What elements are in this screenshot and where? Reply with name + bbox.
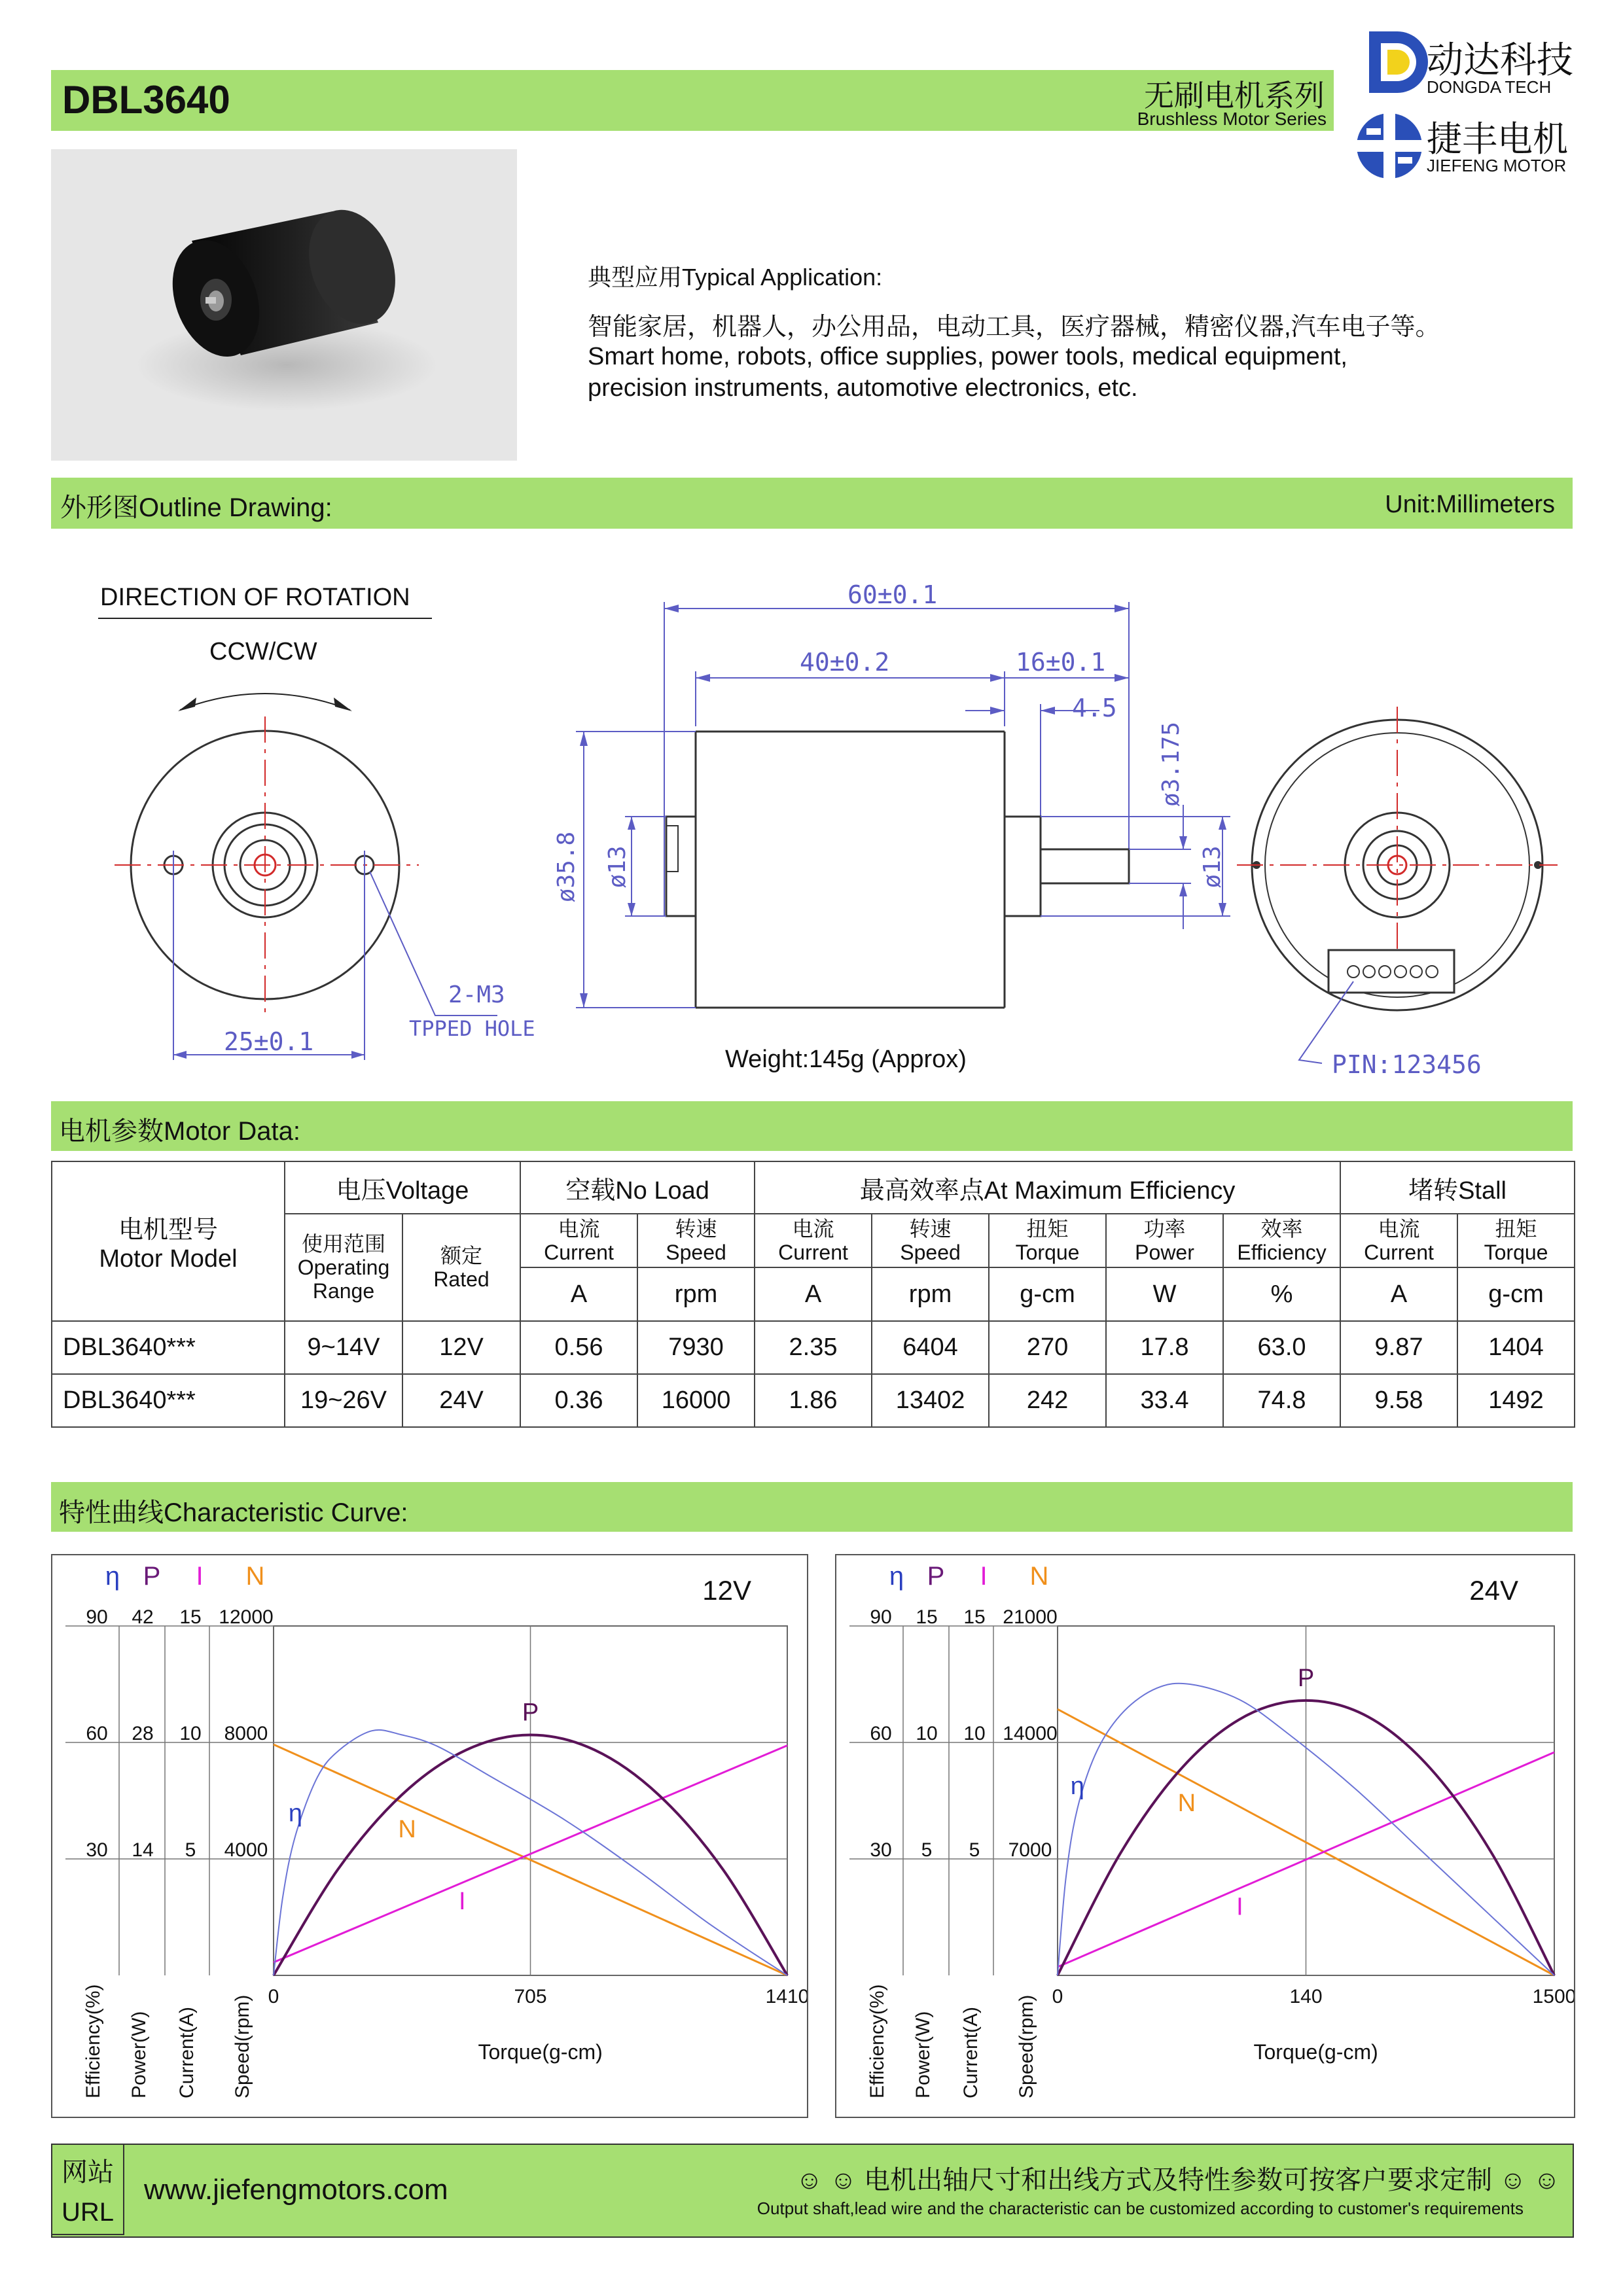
jiefeng-logo-icon xyxy=(1353,110,1425,182)
footer-label-en: URL xyxy=(61,2198,115,2227)
header-model: 电机型号 Motor Model xyxy=(52,1161,285,1321)
axis-tick-label: 42 xyxy=(132,1606,154,1628)
logo2-cn: 捷丰电机 xyxy=(1427,120,1568,159)
dim-shaft-dia: ø3.175 xyxy=(1158,721,1185,807)
sub-header: 转速 Speed xyxy=(872,1214,989,1267)
axis-name: Efficiency(%) xyxy=(866,1984,888,2098)
dim-boss-right: ø13 xyxy=(1199,845,1226,889)
axis-letter: I xyxy=(196,1562,204,1591)
header-rated: 额定 Rated xyxy=(402,1214,520,1321)
logo1-cn: 动达科技 xyxy=(1427,39,1573,80)
axis-tick-label: 8000 xyxy=(224,1723,268,1744)
header-voltage: 电压Voltage xyxy=(285,1161,520,1214)
motor-data-table xyxy=(51,1161,1575,1428)
axis-tick-label: 15 xyxy=(179,1606,202,1628)
pin-label: PIN:123456 xyxy=(1332,1050,1482,1079)
chart-voltage-title: 24V xyxy=(1469,1575,1518,1606)
sub-header: 功率 Power xyxy=(1106,1214,1223,1267)
axis-letter: N xyxy=(245,1562,265,1591)
x-tick-label: 0 xyxy=(268,1986,279,2007)
application-title: 典型应用Typical Application: xyxy=(588,264,883,291)
unit-cell: A xyxy=(755,1267,872,1321)
axis-tick-label: 90 xyxy=(86,1606,108,1628)
series-cn: 无刷电机系列 xyxy=(1144,79,1325,113)
axis-letter: η xyxy=(889,1562,904,1591)
motor-data-title: 电机参数Motor Data: xyxy=(59,1117,300,1146)
axis-name: Speed(rpm) xyxy=(1016,1994,1037,2098)
series-i-label: I xyxy=(1236,1893,1243,1921)
logo2-en: JIEFENG MOTOR xyxy=(1427,156,1567,175)
direction-value: CCW/CW xyxy=(209,638,317,665)
header-maxeff: 最高效率点At Maximum Efficiency xyxy=(755,1161,1340,1214)
axis-name: Speed(rpm) xyxy=(232,1994,253,2098)
chart-24v xyxy=(835,1554,1575,2118)
unit-cell: g-cm xyxy=(1457,1267,1575,1321)
product-photo xyxy=(51,149,517,461)
axis-tick-label: 10 xyxy=(916,1723,938,1744)
axis-tick-label: 15 xyxy=(963,1606,986,1628)
axis-letter: I xyxy=(980,1562,988,1591)
unit-cell: g-cm xyxy=(989,1267,1106,1321)
unit-cell: rpm xyxy=(637,1267,755,1321)
dim-body: 40±0.2 xyxy=(800,648,890,677)
sub-header: 转速 Speed xyxy=(637,1214,755,1267)
series-eta-label: η xyxy=(288,1799,302,1828)
header-range: 使用范围 Operating Range xyxy=(285,1214,402,1321)
application-cn: 智能家居，机器人，办公用品，电动工具，医疗器械，精密仪器,汽车电子等。 xyxy=(588,313,1440,341)
header-stall: 堵转Stall xyxy=(1340,1161,1575,1214)
footer-note-cn: ☺ ☺ 电机出轴尺寸和出线方式及特性参数可按客户要求定制 ☺ ☺ xyxy=(796,2166,1560,2195)
axis-tick-label: 12000 xyxy=(219,1606,274,1628)
axis-name: Power(W) xyxy=(128,2011,150,2098)
dim-overall: 60±0.1 xyxy=(847,580,938,609)
axis-name: Efficiency(%) xyxy=(82,1984,104,2098)
model-title: DBL3640 xyxy=(62,78,230,122)
weight-label: Weight:145g (Approx) xyxy=(725,1046,967,1073)
hole-label: 2-M3 xyxy=(448,981,505,1008)
outline-unit: Unit:Millimeters xyxy=(1385,491,1555,518)
axis-letter: N xyxy=(1029,1562,1049,1591)
sub-header: 电流 Current xyxy=(1340,1214,1457,1267)
sub-header: 扭矩 Torque xyxy=(1457,1214,1575,1267)
axis-tick-label: 30 xyxy=(86,1839,108,1861)
dim-body-dia: ø35.8 xyxy=(553,831,580,903)
series-eta-label: η xyxy=(1070,1772,1084,1800)
x-tick-label: 0 xyxy=(1052,1986,1063,2007)
axis-tick-label: 14 xyxy=(132,1839,154,1861)
axis-name: Power(W) xyxy=(912,2011,934,2098)
footer-url[interactable]: www.jiefengmotors.com xyxy=(144,2174,448,2206)
x-axis-label: Torque(g-cm) xyxy=(1253,2040,1378,2064)
unit-cell: A xyxy=(520,1267,637,1321)
table-row: DBL3640*** 9~14V 12V 0.56 7930 2.35 6404 270 17.8 63.0 9.87 1404 xyxy=(52,1321,1575,1374)
sub-header: 电流 Current xyxy=(520,1214,637,1267)
series-en: Brushless Motor Series xyxy=(1137,109,1327,129)
unit-cell: rpm xyxy=(872,1267,989,1321)
unit-cell: % xyxy=(1223,1267,1340,1321)
axis-tick-label: 60 xyxy=(870,1723,892,1744)
curve-title: 特性曲线Characteristic Curve: xyxy=(59,1498,408,1527)
sub-header: 扭矩 Torque xyxy=(989,1214,1106,1267)
sub-header: 效率 Efficiency xyxy=(1223,1214,1340,1267)
header-noload: 空载No Load xyxy=(520,1161,755,1214)
axis-name: Current(A) xyxy=(176,2006,198,2098)
axis-tick-label: 10 xyxy=(963,1723,986,1744)
application-en-2: precision instruments, automotive electronics, etc. xyxy=(588,374,1138,402)
footer-note-en: Output shaft,lead wire and the characteristic can be customized according to customer's requirements xyxy=(757,2199,1524,2218)
x-tick-label: 140 xyxy=(1289,1986,1323,2007)
axis-tick-label: 15 xyxy=(916,1606,938,1628)
chart-voltage-title: 12V xyxy=(702,1575,751,1606)
application-en-1: Smart home, robots, office supplies, power tools, medical equipment, xyxy=(588,343,1347,370)
series-n-label: N xyxy=(1177,1789,1196,1817)
footer-label-cn: 网站 xyxy=(62,2158,114,2187)
x-axis-label: Torque(g-cm) xyxy=(478,2040,603,2064)
dongda-logo-icon xyxy=(1361,26,1433,98)
axis-tick-label: 7000 xyxy=(1008,1839,1052,1861)
axis-tick-label: 21000 xyxy=(1003,1606,1058,1628)
x-tick-label: 1500 xyxy=(1532,1986,1574,2007)
axis-tick-label: 14000 xyxy=(1003,1723,1058,1744)
hole-desc: TPPED HOLE xyxy=(409,1016,535,1041)
series-p-label: P xyxy=(1297,1664,1315,1692)
axis-tick-label: 4000 xyxy=(224,1839,268,1861)
series-p-label: P xyxy=(522,1699,539,1727)
axis-letter: P xyxy=(927,1562,945,1591)
outline-title: 外形图Outline Drawing: xyxy=(60,493,332,522)
dim-shaft: 16±0.1 xyxy=(1016,648,1106,677)
chart-24v-svg xyxy=(836,1555,1574,2117)
direction-title: DIRECTION OF ROTATION xyxy=(100,584,410,611)
x-tick-label: 705 xyxy=(514,1986,547,2007)
unit-cell: A xyxy=(1340,1267,1457,1321)
outline-drawing xyxy=(0,537,1623,1093)
axis-tick-label: 5 xyxy=(969,1839,980,1861)
series-i-label: I xyxy=(459,1888,466,1916)
x-tick-label: 1410 xyxy=(765,1986,807,2007)
axis-name: Current(A) xyxy=(960,2006,982,2098)
dim-holes: 25±0.1 xyxy=(224,1027,314,1056)
sub-header: 电流 Current xyxy=(755,1214,872,1267)
axis-tick-label: 30 xyxy=(870,1839,892,1861)
axis-tick-label: 5 xyxy=(921,1839,933,1861)
logo1-en: DONGDA TECH xyxy=(1427,77,1552,97)
dim-45: 4.5 xyxy=(1072,694,1117,722)
axis-tick-label: 10 xyxy=(179,1723,202,1744)
table-row: DBL3640*** 19~26V 24V 0.36 16000 1.86 13402 242 33.4 74.8 9.58 1492 xyxy=(52,1374,1575,1427)
dim-boss-left: ø13 xyxy=(604,845,631,889)
axis-tick-label: 28 xyxy=(132,1723,154,1744)
chart-12v-svg xyxy=(52,1555,807,2117)
chart-12v xyxy=(51,1554,808,2118)
unit-cell: W xyxy=(1106,1267,1223,1321)
axis-tick-label: 60 xyxy=(86,1723,108,1744)
axis-tick-label: 5 xyxy=(185,1839,196,1861)
axis-tick-label: 90 xyxy=(870,1606,892,1628)
footer-label-box xyxy=(51,2144,124,2235)
axis-letter: η xyxy=(105,1562,120,1591)
series-n-label: N xyxy=(398,1815,416,1843)
axis-letter: P xyxy=(143,1562,161,1591)
